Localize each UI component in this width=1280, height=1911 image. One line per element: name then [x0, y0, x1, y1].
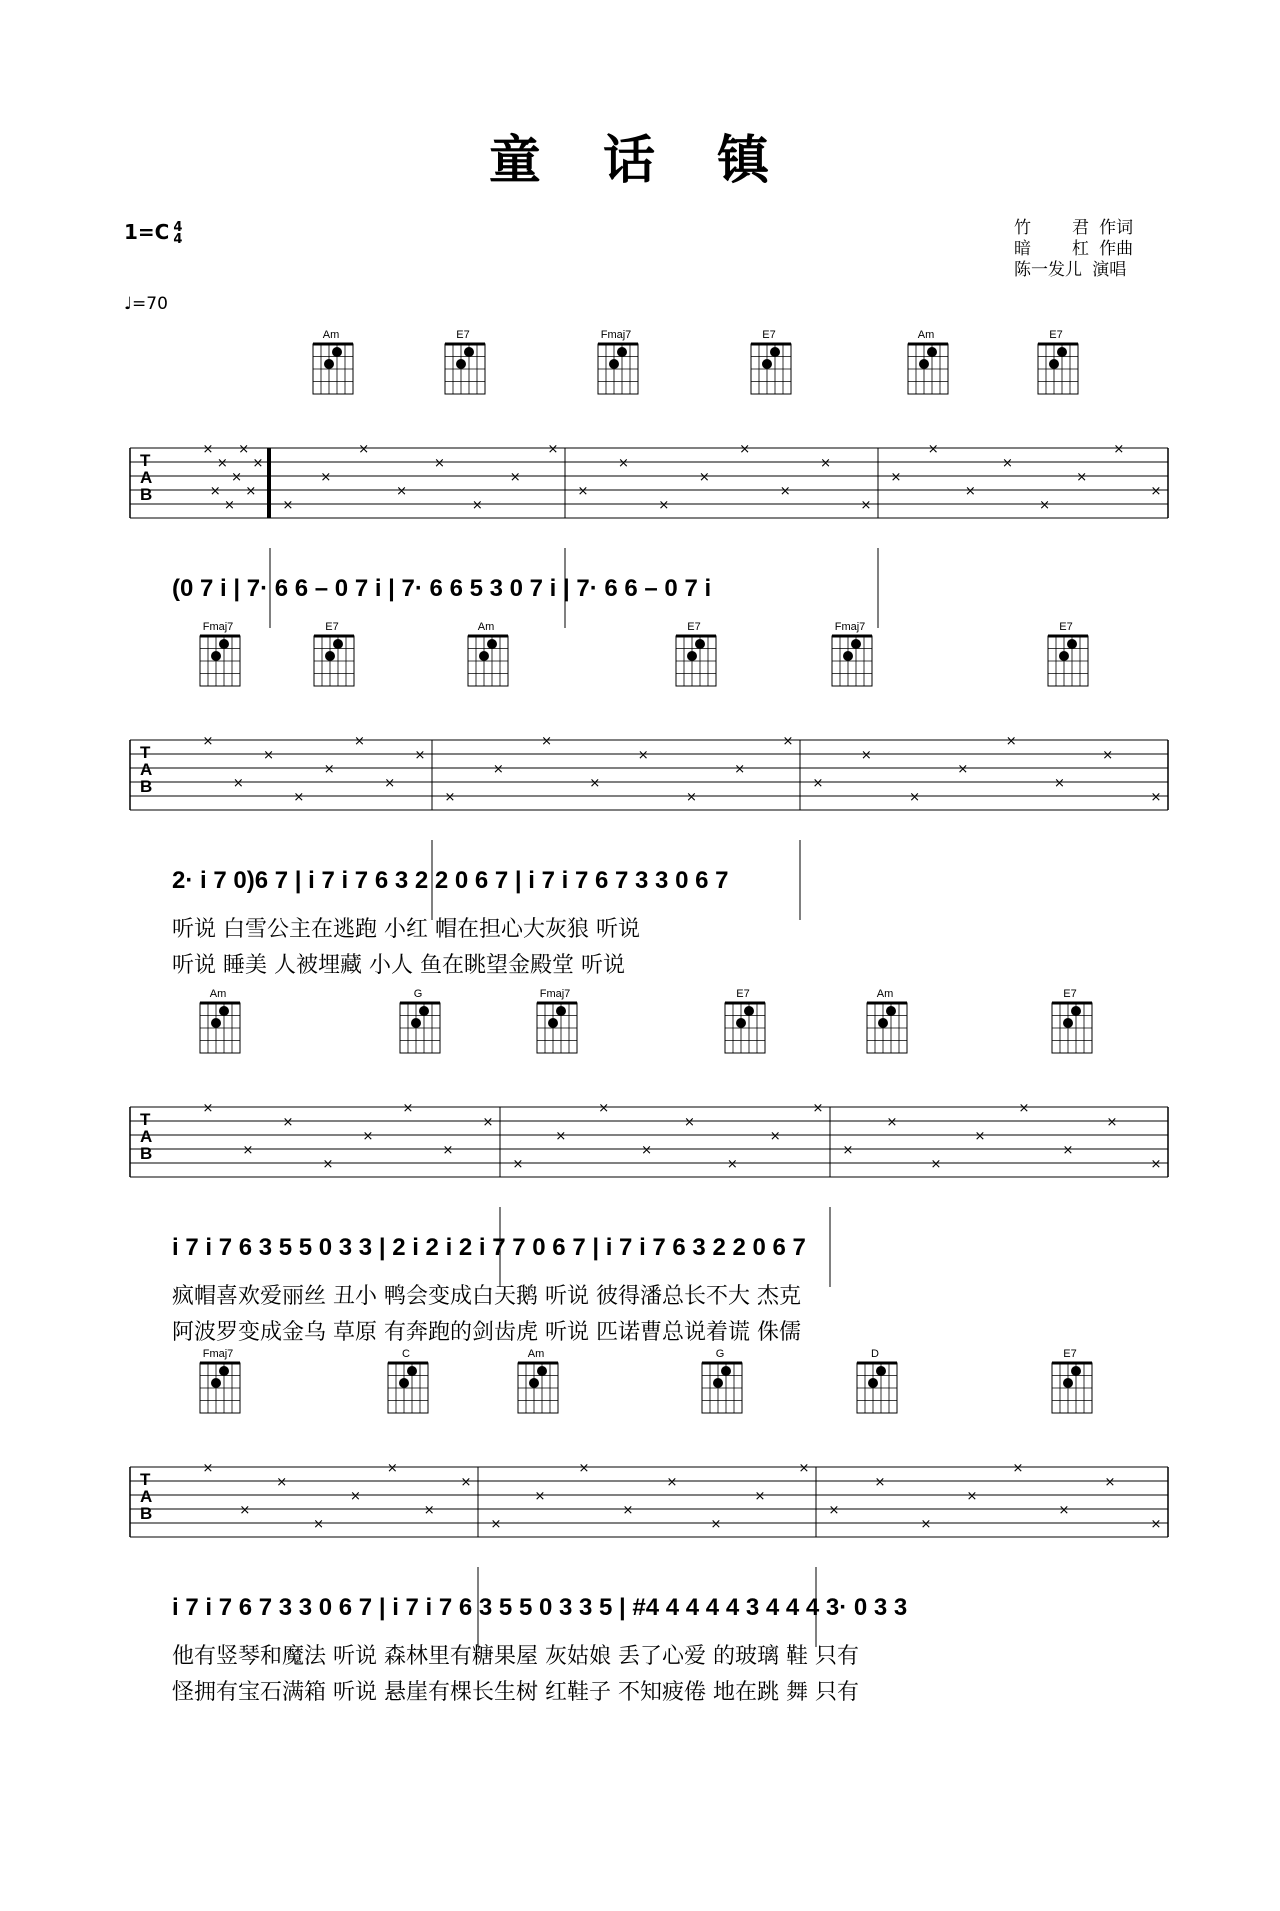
chord-name: E7: [1049, 329, 1063, 341]
system-row-4: [130, 1348, 1168, 1705]
finger-dot: [1057, 347, 1067, 357]
tab-note: ×: [223, 498, 235, 513]
tab-note: ×: [216, 456, 228, 471]
tab-note: ×: [685, 790, 697, 805]
finger-dot: [919, 359, 929, 369]
tab-note: ×: [1018, 1101, 1030, 1116]
time-denominator: 4: [173, 231, 183, 247]
tab-note: ×: [812, 1101, 824, 1116]
tab-note: ×: [239, 1503, 251, 1518]
tab-note: ×: [320, 470, 332, 485]
chord-name: E7: [1059, 621, 1073, 633]
chord-name: Fmaj7: [202, 1348, 234, 1360]
chord-name: E7: [687, 621, 701, 633]
chord-name: Fmaj7: [834, 621, 866, 633]
tab-note: ×: [238, 442, 250, 457]
tab-clef-letter: A: [140, 468, 153, 487]
tab-clef-letter: T: [140, 1470, 151, 1489]
finger-dot: [1071, 1006, 1081, 1016]
finger-dot: [537, 1366, 547, 1376]
tab-clef-letter: B: [140, 777, 153, 796]
chord-diagram: [518, 1348, 558, 1413]
tab-note: ×: [1150, 484, 1162, 499]
chord-diagram: [751, 329, 791, 394]
tab-note: ×: [637, 748, 649, 763]
finger-dot: [609, 359, 619, 369]
tab-note: ×: [232, 776, 244, 791]
tab-note: ×: [754, 1489, 766, 1504]
chord-name: D: [871, 1348, 879, 1360]
finger-dot: [868, 1378, 878, 1388]
finger-dot: [464, 347, 474, 357]
chord-name: Am: [322, 329, 340, 341]
finger-dot: [1049, 359, 1059, 369]
tab-note: ×: [909, 790, 921, 805]
finger-dot: [851, 639, 861, 649]
lyrics-verse-2: 阿波罗变成金乌 草原 有奔跑的剑齿虎 听说 匹诺曹总说着谎 侏儒: [172, 1320, 801, 1345]
tab-note: ×: [202, 1101, 214, 1116]
tab-clef-letter: A: [140, 1487, 153, 1506]
finger-dot: [324, 359, 334, 369]
tab-note: ×: [402, 1101, 414, 1116]
chord-diagram: [445, 329, 485, 394]
chord-diagram: [1052, 1348, 1092, 1413]
tab-note: ×: [920, 1517, 932, 1532]
tab-clef-letter: T: [140, 1110, 151, 1129]
tab-note: ×: [622, 1503, 634, 1518]
lyrics-verse-2: 听说 睡美 人被埋藏 小人 鱼在眺望金殿堂 听说: [172, 953, 625, 978]
finger-dot: [886, 1006, 896, 1016]
tab-note: ×: [974, 1129, 986, 1144]
chord-name: Fmaj7: [539, 988, 571, 1000]
chord-name: E7: [325, 621, 339, 633]
numbered-notation: 2· i 7 0)6 7 | i 7 i 7 6 3 2 2 0 6 7 | i 7 i 7 6 7 3 3 0 6 7: [172, 867, 729, 894]
tab-note: ×: [444, 790, 456, 805]
finger-dot: [927, 347, 937, 357]
chord-name: E7: [1063, 1348, 1077, 1360]
tab-note: ×: [282, 1115, 294, 1130]
finger-dot: [876, 1366, 886, 1376]
tab-note: ×: [512, 1157, 524, 1172]
tab-note: ×: [1150, 790, 1162, 805]
tab-note: ×: [276, 1475, 288, 1490]
lyrics-verse-1: 听说 白雪公主在逃跑 小红 帽在担心大灰狼 听说: [172, 917, 640, 942]
finger-dot: [325, 651, 335, 661]
chord-diagram: [388, 1348, 428, 1413]
tab-note: ×: [231, 470, 243, 485]
finger-dot: [399, 1378, 409, 1388]
finger-dot: [479, 651, 489, 661]
tab-note: ×: [358, 442, 370, 457]
finger-dot: [762, 359, 772, 369]
finger-dot: [1067, 639, 1077, 649]
tab-note: ×: [252, 456, 264, 471]
chord-name: Am: [876, 988, 894, 1000]
credit-lyricist: 竹 君 作词: [1014, 218, 1134, 238]
system-row-2: [130, 621, 1168, 978]
finger-dot: [617, 347, 627, 357]
tab-note: ×: [598, 1101, 610, 1116]
chord-diagram: [908, 329, 948, 394]
chord-diagram: [702, 1348, 742, 1413]
tab-note: ×: [842, 1143, 854, 1158]
chord-diagram: [676, 621, 716, 686]
tab-note: ×: [860, 498, 872, 513]
finger-dot: [1063, 1378, 1073, 1388]
tab-note: ×: [534, 1489, 546, 1504]
finger-dot: [1059, 651, 1069, 661]
chord-diagram: [200, 988, 240, 1053]
tab-note: ×: [460, 1475, 472, 1490]
credit-singer: 陈一发儿 演唱: [1014, 260, 1127, 280]
finger-dot: [219, 639, 229, 649]
tab-note: ×: [734, 762, 746, 777]
tab-note: ×: [245, 484, 257, 499]
chord-name: C: [402, 1348, 410, 1360]
tab-clef-letter: T: [140, 451, 151, 470]
tab-note: ×: [964, 484, 976, 499]
chord-name: E7: [1063, 988, 1077, 1000]
tab-note: ×: [547, 442, 559, 457]
system-row-3: [130, 988, 1168, 1345]
chord-diagram: [200, 1348, 240, 1413]
finger-dot: [411, 1018, 421, 1028]
tab-note: ×: [820, 456, 832, 471]
time-numerator: 4: [173, 219, 183, 235]
tab-note: ×: [927, 442, 939, 457]
tab-note: ×: [966, 1489, 978, 1504]
tab-note: ×: [1150, 1157, 1162, 1172]
tab-note: ×: [386, 1461, 398, 1476]
tab-note: ×: [492, 762, 504, 777]
chord-diagram: [314, 621, 354, 686]
finger-dot: [219, 1006, 229, 1016]
tab-note: ×: [1053, 776, 1065, 791]
tab-note: ×: [1106, 1115, 1118, 1130]
tab-note: ×: [666, 1475, 678, 1490]
finger-dot: [843, 651, 853, 661]
numbered-notation: (0 7 i | 7· 6 6 – 0 7 i | 7· 6 6 5 3 0 7 i | 7· 6 6 – 0 7 i: [172, 575, 712, 602]
tab-note: ×: [1058, 1503, 1070, 1518]
tab-note: ×: [263, 748, 275, 763]
finger-dot: [211, 651, 221, 661]
tab-note: ×: [769, 1129, 781, 1144]
lyrics-verse-1: 疯帽喜欢爱丽丝 丑小 鸭会变成白天鹅 听说 彼得潘总长不大 杰克: [172, 1284, 801, 1309]
tempo-mark: ♩=70: [124, 294, 168, 314]
tab-note: ×: [1001, 456, 1013, 471]
chord-diagram: [598, 329, 638, 394]
tab-note: ×: [482, 1115, 494, 1130]
finger-dot: [736, 1018, 746, 1028]
tab-note: ×: [726, 1157, 738, 1172]
finger-dot: [419, 1006, 429, 1016]
tab-note: ×: [1102, 748, 1114, 763]
finger-dot: [333, 639, 343, 649]
finger-dot: [1063, 1018, 1073, 1028]
finger-dot: [548, 1018, 558, 1028]
tab-note: ×: [798, 1461, 810, 1476]
finger-dot: [770, 347, 780, 357]
finger-dot: [556, 1006, 566, 1016]
lyrics-verse-2: 怪拥有宝石满箱 听说 悬崖有棵长生树 红鞋子 不知疲倦 地在跳 舞 只有: [172, 1680, 859, 1705]
tab-note: ×: [202, 442, 214, 457]
tab-note: ×: [698, 470, 710, 485]
chord-diagram: [537, 988, 577, 1053]
tab-note: ×: [578, 1461, 590, 1476]
tab-note: ×: [683, 1115, 695, 1130]
tab-note: ×: [860, 748, 872, 763]
tab-note: ×: [1104, 1475, 1116, 1490]
tab-note: ×: [930, 1157, 942, 1172]
chord-name: E7: [736, 988, 750, 1000]
tab-note: ×: [874, 1475, 886, 1490]
tab-note: ×: [957, 762, 969, 777]
tab-note: ×: [890, 470, 902, 485]
finger-dot: [332, 347, 342, 357]
tab-note: ×: [282, 498, 294, 513]
tab-note: ×: [202, 1461, 214, 1476]
tab-note: ×: [202, 734, 214, 749]
finger-dot: [744, 1006, 754, 1016]
chord-name: Am: [477, 621, 495, 633]
tab-clef-letter: T: [140, 743, 151, 762]
chord-diagram: [1038, 329, 1078, 394]
credit-composer: 暗 杠 作曲: [1014, 239, 1134, 259]
tab-note: ×: [353, 734, 365, 749]
chord-diagram: [468, 621, 508, 686]
finger-dot: [1071, 1366, 1081, 1376]
song-title: 童 话 镇: [488, 131, 792, 191]
finger-dot: [878, 1018, 888, 1028]
tab-clef-letter: B: [140, 1504, 153, 1523]
tab-note: ×: [509, 470, 521, 485]
tab-note: ×: [555, 1129, 567, 1144]
tab-note: ×: [433, 456, 445, 471]
finger-dot: [695, 639, 705, 649]
system-row-1: [130, 329, 1168, 628]
key-base: 1=C: [124, 220, 170, 244]
tab-note: ×: [739, 442, 751, 457]
chord-name: G: [715, 1348, 725, 1360]
tab-note: ×: [293, 790, 305, 805]
tab-note: ×: [541, 734, 553, 749]
chord-diagram: [832, 621, 872, 686]
chord-diagram: [400, 988, 440, 1053]
chord-name: Am: [209, 988, 227, 1000]
tab-note: ×: [577, 484, 589, 499]
lyrics-verse-1: 他有竖琴和魔法 听说 森林里有糖果屋 灰姑娘 丢了心爱 的玻璃 鞋 只有: [172, 1644, 859, 1669]
tab-note: ×: [1005, 734, 1017, 749]
chord-diagram: [867, 988, 907, 1053]
chord-diagram: [857, 1348, 897, 1413]
finger-dot: [529, 1378, 539, 1388]
chord-name: G: [413, 988, 423, 1000]
finger-dot: [687, 651, 697, 661]
tab-note: ×: [471, 498, 483, 513]
tab-clef-letter: A: [140, 1127, 153, 1146]
tab-note: ×: [779, 484, 791, 499]
chord-diagram: [313, 329, 353, 394]
tab-clef-letter: B: [140, 485, 153, 504]
tab-note: ×: [1113, 442, 1125, 457]
tab-note: ×: [641, 1143, 653, 1158]
tab-clef-letter: A: [140, 760, 153, 779]
tab-note: ×: [442, 1143, 454, 1158]
chord-name: Fmaj7: [600, 329, 632, 341]
finger-dot: [721, 1366, 731, 1376]
numbered-notation: i 7 i 7 6 3 5 5 0 3 3 | 2 i 2 i 2 i 7 7 0 6 7 | i 7 i 7 6 3 2 2 0 6 7: [172, 1234, 806, 1261]
finger-dot: [456, 359, 466, 369]
tab-note: ×: [384, 776, 396, 791]
chord-diagram: [1052, 988, 1092, 1053]
chord-name: E7: [456, 329, 470, 341]
chord-name: E7: [762, 329, 776, 341]
finger-dot: [219, 1366, 229, 1376]
tab-note: ×: [617, 456, 629, 471]
chord-diagram: [725, 988, 765, 1053]
tab-note: ×: [313, 1517, 325, 1532]
tab-note: ×: [828, 1503, 840, 1518]
tab-note: ×: [1062, 1143, 1074, 1158]
tab-note: ×: [710, 1517, 722, 1532]
tab-note: ×: [322, 1157, 334, 1172]
chord-diagram: [1048, 621, 1088, 686]
tab-note: ×: [242, 1143, 254, 1158]
tab-note: ×: [362, 1129, 374, 1144]
tab-note: ×: [782, 734, 794, 749]
tab-note: ×: [323, 762, 335, 777]
tab-note: ×: [423, 1503, 435, 1518]
tab-note: ×: [1076, 470, 1088, 485]
chord-name: Am: [527, 1348, 545, 1360]
chord-diagram: [200, 621, 240, 686]
tab-note: ×: [886, 1115, 898, 1130]
tab-clef-letter: B: [140, 1144, 153, 1163]
tab-note: ×: [414, 748, 426, 763]
tab-note: ×: [349, 1489, 361, 1504]
tab-note: ×: [209, 484, 221, 499]
tab-note: ×: [658, 498, 670, 513]
finger-dot: [713, 1378, 723, 1388]
finger-dot: [211, 1378, 221, 1388]
tab-note: ×: [490, 1517, 502, 1532]
tab-note: ×: [1012, 1461, 1024, 1476]
finger-dot: [487, 639, 497, 649]
tab-note: ×: [589, 776, 601, 791]
tab-note: ×: [1039, 498, 1051, 513]
chord-name: Fmaj7: [202, 621, 234, 633]
chord-name: Am: [917, 329, 935, 341]
tab-note: ×: [396, 484, 408, 499]
tab-note: ×: [1150, 1517, 1162, 1532]
finger-dot: [211, 1018, 221, 1028]
numbered-notation: i 7 i 7 6 7 3 3 0 6 7 | i 7 i 7 6 3 5 5 0 3 3 5 | #4 4 4 4 4 3 4 4 4 3· 0 3 3: [172, 1594, 908, 1621]
finger-dot: [407, 1366, 417, 1376]
tab-note: ×: [812, 776, 824, 791]
